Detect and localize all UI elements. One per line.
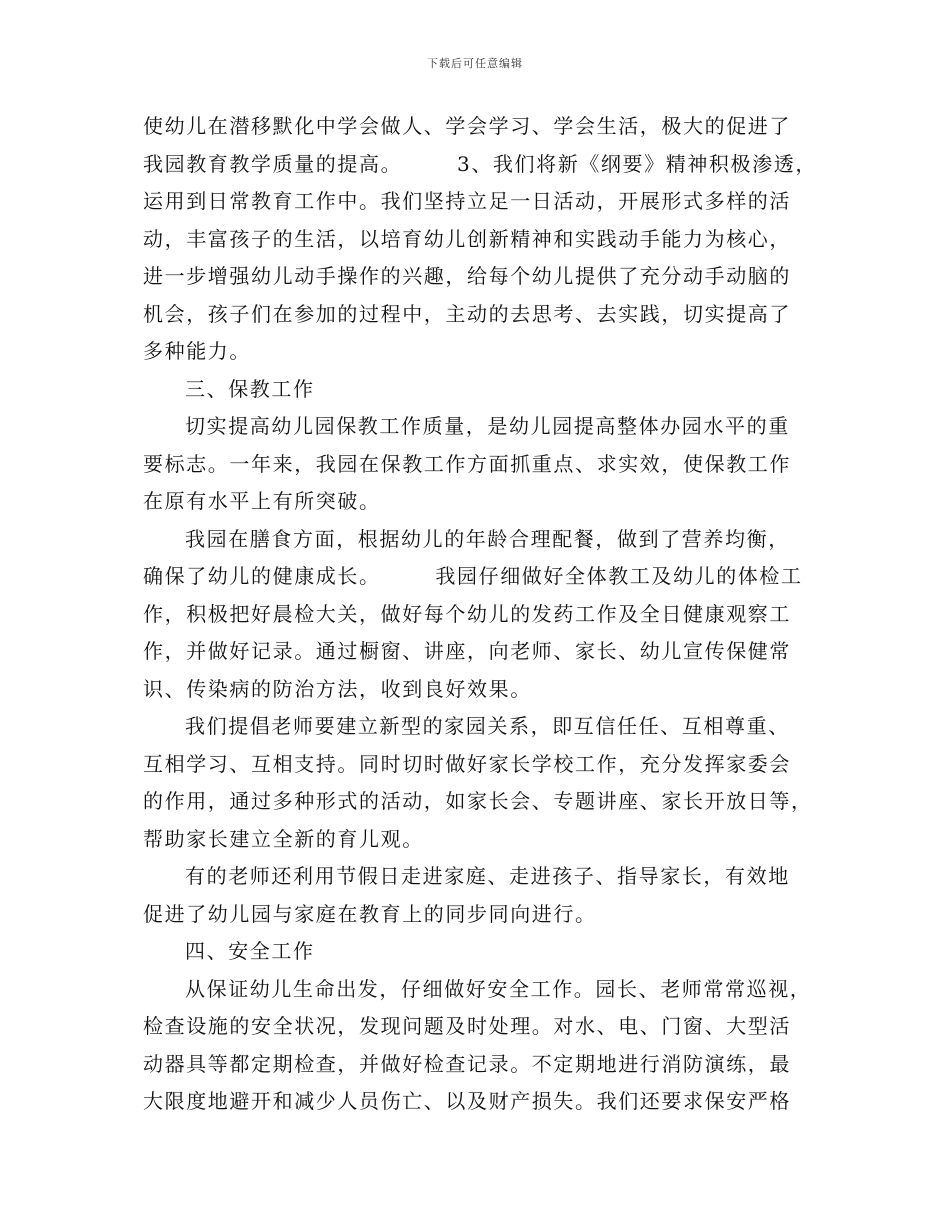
text-line: 检查设施的安全状况，发现问题及时处理。对水、电、门窗、大型活 (143, 1014, 791, 1038)
text-line: 要标志。一年来，我园在保教工作方面抓重点、求实效，使保教工作 (143, 451, 791, 476)
text-line: 我园在膳食方面，根据幼儿的年龄合理配餐，做到了营养均衡， (185, 526, 790, 551)
text-line: 动器具等都定期检查，并做好检查记录。不定期地进行消防演练，最 (143, 1051, 791, 1076)
text-line: 帮助家长建立全新的育儿观。 (143, 826, 424, 851)
text-line: 切实提高幼儿园保教工作质量，是幼儿园提高整体办园水平的重 (185, 414, 790, 438)
text-line: 运用到日常教育工作中。我们坚持立足一日活动，开展形式多样的活 (143, 189, 791, 213)
text-line: 识、传染病的防治方法，收到良好效果。 (143, 676, 532, 701)
header-note: 下载后可任意编辑 (427, 57, 523, 70)
document-body (143, 108, 817, 1121)
text-line: 作，并做好记录。通过橱窗、讲座，向老师、家长、幼儿宣传保健常 (143, 639, 791, 663)
text-line: 我园教育教学质量的提高。 3、我们将新《纲要》精神积极渗透， (143, 151, 817, 176)
text-line: 确保了幼儿的健康成长。 我园仔细做好全体教工及幼儿的体检工 (143, 564, 803, 588)
text-line: 大限度地避开和减少人员伤亡、以及财产损失。我们还要求保安严格 (143, 1089, 791, 1113)
text-line: 使幼儿在潜移默化中学会做人、学会学习、学会生活，极大的促进了 (143, 114, 791, 138)
text-line: 我们提倡老师要建立新型的家园关系，即互信任任、互相尊重、 (185, 714, 790, 738)
text-line: 进一步增强幼儿动手操作的兴趣，给每个幼儿提供了充分动手动脑的 (143, 264, 791, 288)
text-line: 动，丰富孩子的生活，以培育幼儿创新精神和实践动手能力为核心， (143, 226, 791, 251)
text-line: 互相学习、互相支持。同时切时做好家长学校工作，充分发挥家委会 (143, 751, 791, 776)
text-line: 促进了幼儿园与家庭在教育上的同步同向进行。 (143, 901, 597, 926)
text-line: 从保证幼儿生命出发，仔细做好安全工作。园长、老师常常巡视， (185, 976, 812, 1001)
text-line: 作，积极把好晨检大关，做好每个幼儿的发药工作及全日健康观察工 (143, 601, 791, 626)
section-heading: 三、保教工作 (185, 376, 315, 401)
text-line: 有的老师还利用节假日走进家庭、走进孩子、指导家长，有效地 (185, 864, 790, 888)
text-line: 的作用，通过多种形式的活动，如家长会、专题讲座、家长开放日等， (143, 789, 813, 813)
text-line: 在原有水平上有所突破。 (143, 489, 381, 513)
section-heading: 四、安全工作 (185, 939, 315, 963)
text-line: 多种能力。 (143, 339, 251, 363)
text-line: 机会，孩子们在参加的过程中，主动的去思考、去实践，切实提高了 (143, 301, 791, 326)
